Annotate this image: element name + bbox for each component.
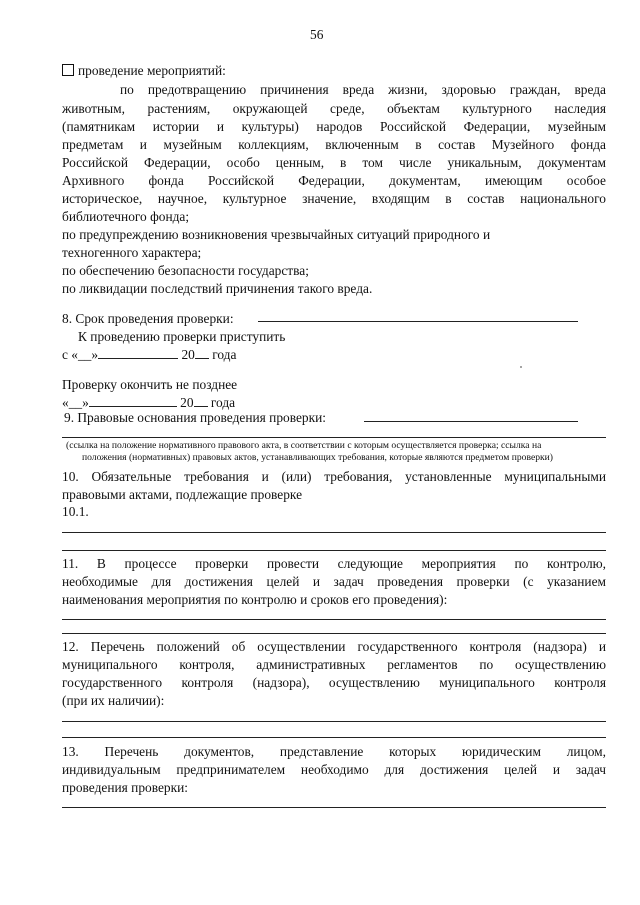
- s11-line-2: необходимые для достижения целей и задач проведения проверки (с указанием: [62, 574, 606, 589]
- s13-line-1: 13. Перечень документов, представление которых юридическим лицом,: [62, 744, 606, 759]
- s8-end-label: Проверку окончить не позднее: [62, 377, 238, 392]
- s9-note-2: положения (нормативных) правовых актов, устанавливающих требования, которые являются предметом проверки): [82, 452, 553, 463]
- s8-start-prefix: с «__»: [62, 347, 99, 362]
- s8-start-year-suffix: года: [212, 347, 237, 362]
- s8-end-year-suffix: года: [210, 395, 236, 410]
- para4-line: по ликвидации последствий причинения такого вреда.: [62, 281, 373, 296]
- s12-line-4: (при их наличии):: [62, 693, 165, 708]
- para1-line-6: Архивного фонда Российской Федерации, документам, имеющим особое: [62, 173, 606, 188]
- events-checkbox[interactable]: [62, 64, 74, 76]
- s13-line-2: индивидуальным предпринимателем необходимо для достижения целей и задач: [62, 762, 606, 777]
- s11-field-2[interactable]: [62, 633, 606, 634]
- s11-line-1: 11. В процессе проверки провести следующие мероприятия по контролю,: [62, 556, 606, 571]
- s12-line-2: муниципального контроля, административных регламентов по осуществлению: [62, 657, 606, 672]
- s11-field-1[interactable]: [62, 619, 606, 620]
- events-heading-row: [62, 62, 226, 79]
- s12-field-1[interactable]: [62, 721, 606, 722]
- s12-field-2[interactable]: [62, 737, 606, 738]
- para1-line-8: библиотечного фонда;: [62, 209, 190, 224]
- s9-basis-line-2[interactable]: [62, 437, 606, 438]
- s10-field-2[interactable]: [62, 550, 606, 551]
- s8-end-month-field[interactable]: [89, 394, 177, 407]
- s11-line-3: наименования мероприятия по контролю и сроков его проведения):: [62, 592, 448, 607]
- para1-line-4: предметам и музейным коллекциям, включенным в состав Музейного фонда: [62, 137, 606, 152]
- s10-item: 10.1.: [62, 504, 89, 519]
- page-number: 56: [310, 27, 324, 42]
- s8-label: 8. Срок проведения проверки:: [62, 311, 234, 326]
- s8-end-year-prefix: 20: [180, 395, 194, 410]
- para2-line-1: по предупреждению возникновения чрезвычайных ситуаций природного и: [62, 227, 491, 242]
- s9-label: 9. Правовые основания проведения проверки:: [64, 410, 326, 425]
- s13-line-3: проведения проверки:: [62, 780, 188, 795]
- s8-start-month-field[interactable]: [98, 346, 178, 359]
- para3-line: по обеспечению безопасности государства;: [62, 263, 309, 278]
- s8-end-prefix: «__»: [62, 395, 89, 410]
- s9-note-1: (ссылка на положение нормативного правового акта, в соответствии с которым осуществляется проверка; ссылка на: [66, 440, 542, 451]
- s8-start-year-field[interactable]: [195, 346, 209, 359]
- s9-basis-field[interactable]: [364, 421, 578, 422]
- s10-field-1[interactable]: [62, 532, 606, 533]
- para1-line-1: по предотвращению причинения вреда жизни, здоровью граждан, вреда: [120, 82, 606, 97]
- s12-line-3: государственного контроля (надзора), осуществлению муниципального контроля: [62, 675, 606, 690]
- s12-line-1: 12. Перечень положений об осуществлении государственного контроля (надзора) и: [62, 639, 606, 654]
- s8-start-year-prefix: 20: [181, 347, 195, 362]
- s10-line-2: правовыми актами, подлежащие проверке: [62, 487, 303, 502]
- para2-line-2: техногенного характера;: [62, 245, 202, 260]
- s10-line-1: 10. Обязательные требования и (или) требования, установленные муниципальными: [62, 469, 606, 484]
- s8-end-year-field[interactable]: [194, 394, 208, 407]
- events-heading: проведение мероприятий:: [78, 63, 226, 78]
- s8-start-date-row: [62, 346, 236, 363]
- scan-speck: [520, 366, 522, 368]
- s13-field-1[interactable]: [62, 807, 606, 808]
- para1-line-3: (памятникам истории и культуры) народов Российской Федерации, музейным: [62, 119, 606, 134]
- para1-line-7: историческое, научное, культурное значение, входящим в состав национального: [62, 191, 606, 206]
- s8-deadline-field[interactable]: [258, 321, 578, 322]
- para1-line-5: Российской Федерации, особо ценным, в том числе уникальным, документам: [62, 155, 606, 170]
- s8-start-label: К проведению проверки приступить: [78, 329, 286, 344]
- para1-line-2: животным, растениям, окружающей среде, объектам культурного наследия: [62, 101, 606, 116]
